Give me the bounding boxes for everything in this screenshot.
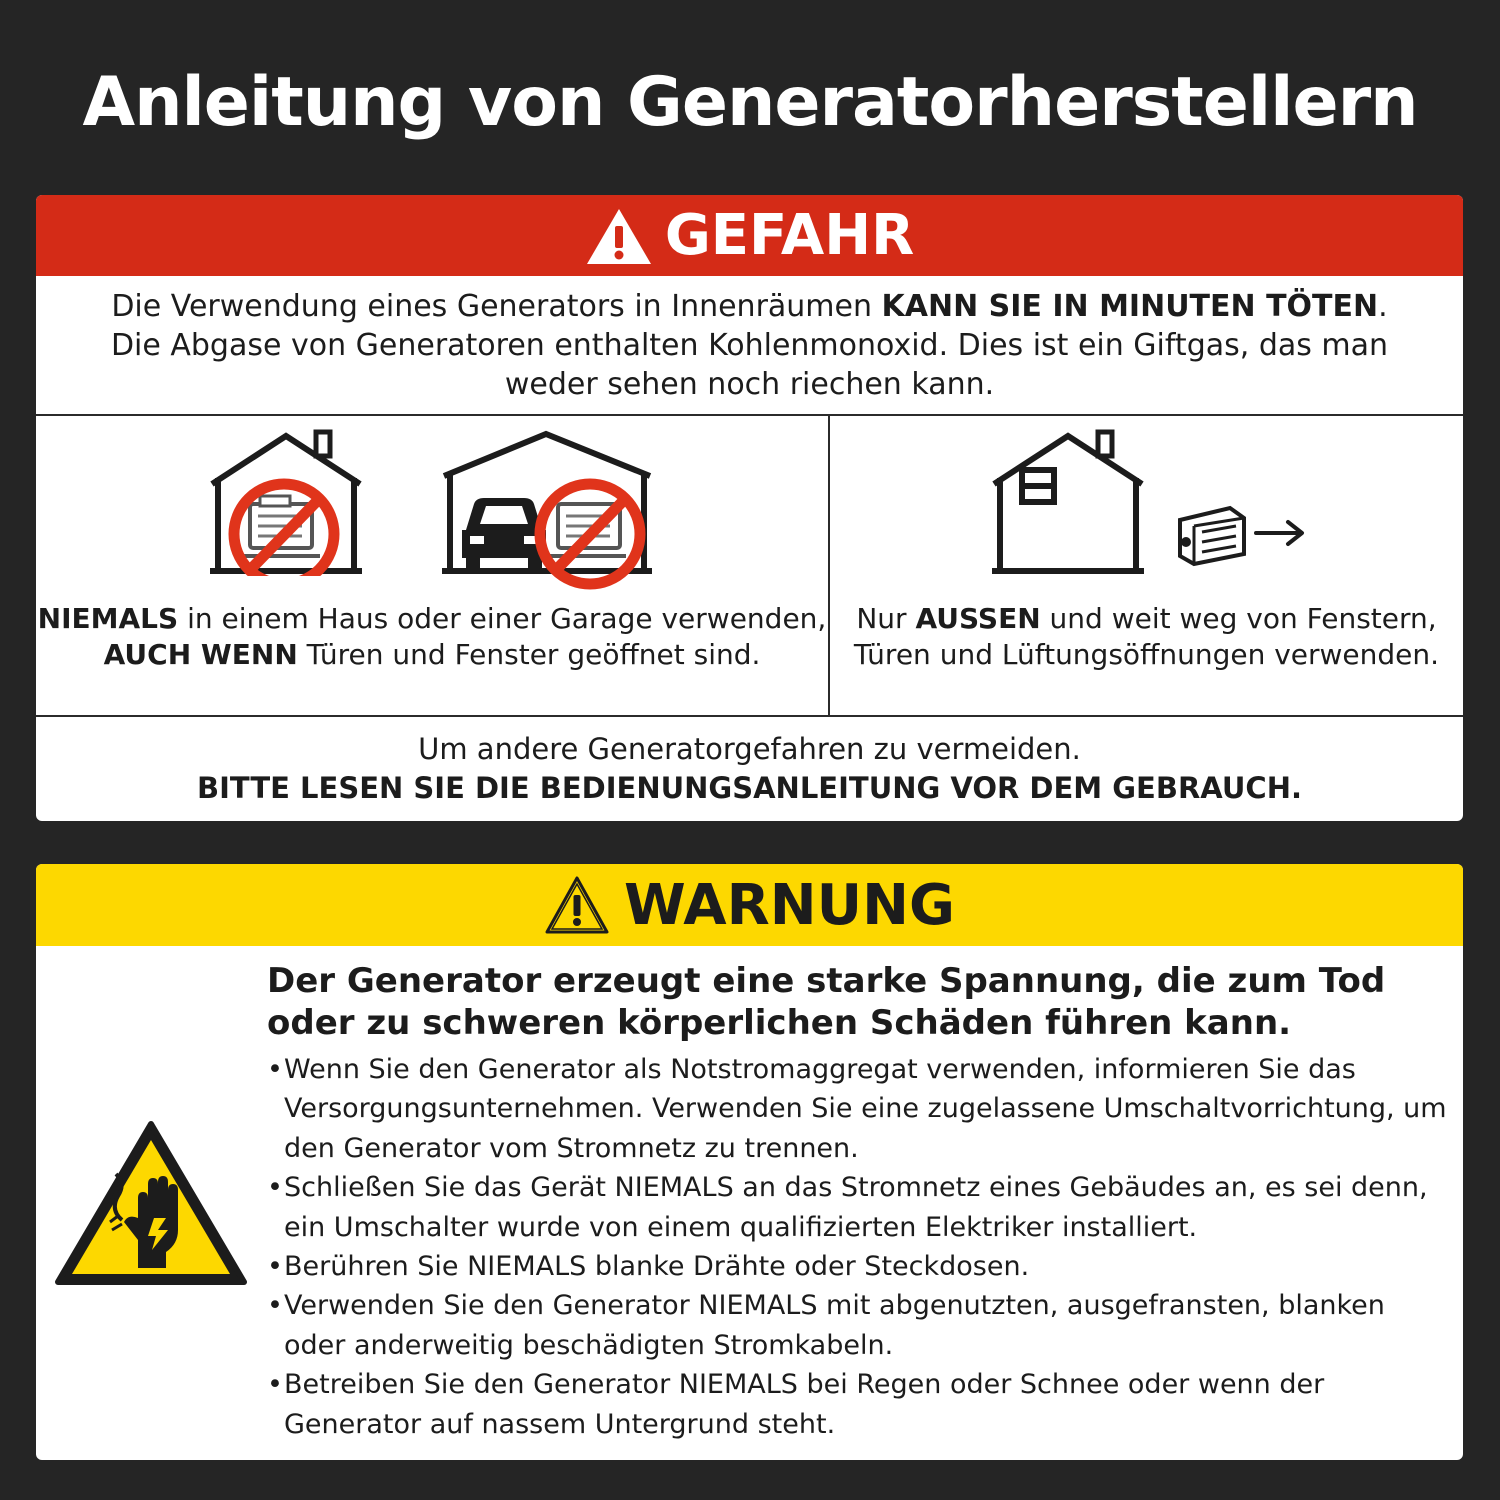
list-item: • Betreiben Sie den Generator NIEMALS bei Regen oder Schnee oder wenn der Generator auf nassem Untergrund steht. — [267, 1369, 1325, 1440]
danger-header — [36, 195, 1463, 276]
allowed-caption: Nur AUSSEN und weit weg von Fenstern, Türen und Lüftungsöffnungen verwenden. — [853, 602, 1440, 671]
prohibited-caption: NIEMALS in einem Haus oder einer Garage verwenden, AUCH WENN Türen und Fenster geöffnet sind. — [37, 602, 827, 671]
danger-header-label: GEFAHR — [664, 203, 915, 268]
danger-illustration-row — [36, 416, 1463, 717]
warning-header-label: WARNUNG — [624, 872, 955, 938]
page-title: Anleitung von Generatorherstellern — [82, 63, 1418, 142]
list-item: • Berühren Sie NIEMALS blanke Drähte oder Steckdosen. — [267, 1251, 1030, 1283]
allowed-column — [830, 416, 1463, 715]
warning-list — [267, 1050, 1447, 1444]
warning-header — [36, 864, 1463, 946]
list-item: • Wenn Sie den Generator als Notstromaggregat verwenden, informieren Sie das Versorgungsunternehmen. Verwenden Sie eine zugelassene Umschaltvorrichtung, um den Generator vom Stromnetz zu trennen. — [267, 1054, 1447, 1164]
danger-intro-text: Die Verwendung eines Generators in Innenräumen KANN SIE IN MINUTEN TÖTEN. Die Abgase von Generatoren enthalten Kohlenmonoxid. Dies ist ein Giftgas, das man weder sehen noch riechen kann. — [36, 276, 1463, 416]
house-icon — [990, 426, 1146, 578]
prohibited-column — [36, 416, 830, 715]
list-item: • Schließen Sie das Gerät NIEMALS an das Stromnetz eines Gebäudes an, es sei denn, ein Umschalter wurde von einem qualifizierten Elektriker installiert. — [267, 1172, 1428, 1243]
danger-footer — [36, 717, 1463, 821]
electric-shock-icon — [54, 1118, 248, 1288]
arrow-right-icon — [1254, 518, 1306, 548]
house-no-generator-icon — [208, 426, 364, 576]
list-item: • Verwenden Sie den Generator NIEMALS mit abgenutzten, ausgefransten, blanken oder anderweitig beschädigten Stromkabeln. — [267, 1290, 1385, 1361]
warning-panel — [36, 864, 1463, 1460]
warning-lead-text: Der Generator erzeugt eine starke Spannung, die zum Tod oder zu schweren körperlichen Schäden führen kann. — [267, 961, 1386, 1043]
danger-footer-note: Um andere Generatorgefahren zu vermeiden. — [418, 732, 1081, 766]
danger-panel — [36, 195, 1463, 821]
garage-no-generator-icon — [440, 426, 654, 596]
danger-footer-instruction: BITTE LESEN SIE DIE BEDIENUNGSANLEITUNG VOR DEM GEBRAUCH. — [197, 771, 1302, 805]
warning-triangle-icon — [585, 206, 653, 266]
warning-triangle-icon — [544, 875, 610, 935]
generator-icon — [1174, 502, 1248, 568]
